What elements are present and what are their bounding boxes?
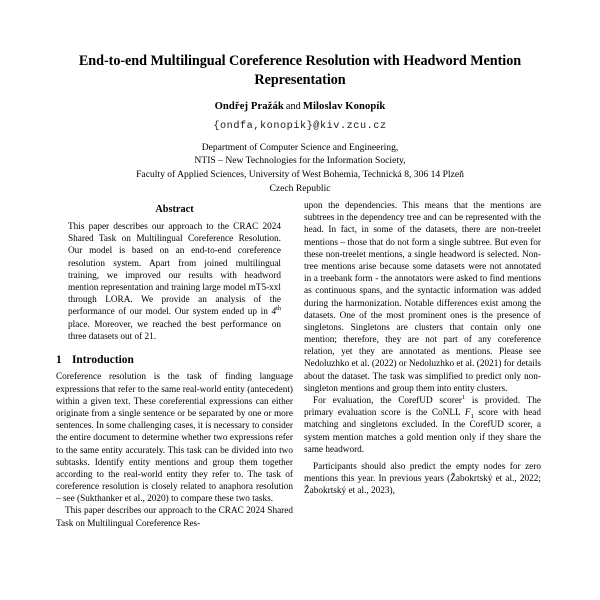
- author-list: [60, 101, 540, 112]
- metric-symbol: F: [464, 408, 471, 419]
- column-right: [304, 200, 541, 600]
- right-paragraph-continued: upon the dependencies. This means that the mentions are subtrees in the dependency tree and can be represented with the head. In fact, in some of the datasets, there are non-treelet mentions – those that do not form a single subtree. But even for these non-treelet mentions, a single headword is selected. Non-tree mentions arise because some datasets were not annotated in a treebank form - the annotators were asked to find mentions as continuous spans, and the syntactic information was added during the harmonization. Notable differences exist among the datasets. One of the most prominent ones is the presence of singletons. Singletons are clusters that contain only one mention; therefore, they are not part of any coreference relation, yet they are annotated as mentions. Please see Nedoluzhko et al. (2022) or Nedoluzhko et al. (2021) for details about the dataset. The task was simplified to predict only non-singleton mentions and group them into entity clusters.: [304, 201, 541, 394]
- author-first: Ondřej Pražák: [214, 100, 284, 112]
- abstract-text-part2: place. Moreover, we reached the best performance on three datasets out of 21.: [68, 319, 281, 342]
- author-email: {ondfa,konopik}@kiv.zcu.cz: [213, 120, 387, 132]
- evaluation-text-part2: is provided. The primary evaluation score is the CoNLL: [304, 396, 541, 419]
- intro-paragraph-1: Coreference resolution is the task of finding language expressions that refer to the same real-world entity (antecedent) within a given text. These coreferential expressions can either originate from a single sentence or be separated by one or more sentences. In some challenging cases, it is necessary to consider the entire document to determine whether two expressions refer to the same entity accurately. This task can be divided into two subtasks. Identify entity mentions and group them together according to the real-world entity they refer to. The task of coreference resolution is closely related to anaphora resolution – see (Sukthanker et al., 2020) to compare these two tasks.: [56, 372, 293, 505]
- abstract-ordinal-suffix: th: [276, 305, 281, 313]
- evaluation-text-part1: For evaluation, the CorefUD scorer: [313, 396, 463, 406]
- metric-subscript: 1: [470, 413, 474, 421]
- abstract-ordinal-number: 4: [271, 307, 277, 318]
- title-block: [0, 0, 600, 195]
- evaluation-text-part3: score with head matching and singletons excluded. In the CorefUD scorer, a system mention matches a gold mention only if they share the same headword.: [304, 408, 541, 455]
- abstract-text-part1: This paper describes our approach to the CRAC 2024 Shared Task on Multilingual Coreference Resolution. Our model is based on an end-to-end coreference resolution system. Apart from joined multilingual training, we improved our results with headword mention representation and training large model mT5-xxl through LORA. We provide an analysis of the performance of our model. Our system ended up in: [68, 222, 281, 318]
- affiliation-line-3: Faculty of Applied Sciences, University of West Bohemia, Technická 8, 306 14 Plzeň: [136, 168, 464, 180]
- page-title: End-to-end Multilingual Coreference Resolution with Headword Mention Representation: [78, 53, 522, 88]
- author-second: Miloslav Konopík: [302, 100, 386, 112]
- author-conjunction: and: [285, 100, 301, 112]
- right-paragraph-evaluation: [304, 395, 541, 456]
- abstract-heading: Abstract: [155, 204, 194, 215]
- affiliation-block: [60, 141, 540, 195]
- intro-paragraph-2: This paper describes our approach to the CRAC 2024 Shared Task on Multilingual Coreference Res-: [56, 506, 293, 529]
- affiliation-line-1: Department of Computer Science and Engineering,: [201, 141, 399, 153]
- affiliation-line-2: NTIS – New Technologies for the Information Society,: [194, 155, 406, 167]
- section-title: Introduction: [72, 353, 134, 366]
- section-heading-introduction: [56, 354, 293, 367]
- abstract-body: [68, 221, 281, 343]
- section-number: 1: [56, 353, 62, 366]
- right-paragraph-participants: Participants should also predict the empty nodes for zero mentions this year. In previous years (Žabokrtský et al., 2022; Žabokrtský et al., 2023),: [304, 461, 541, 497]
- body-columns: [0, 200, 600, 600]
- footnote-marker: 1: [462, 393, 466, 401]
- affiliation-line-4: Czech Republic: [269, 182, 331, 194]
- abstract-text: [68, 221, 281, 343]
- column-left: [56, 200, 293, 600]
